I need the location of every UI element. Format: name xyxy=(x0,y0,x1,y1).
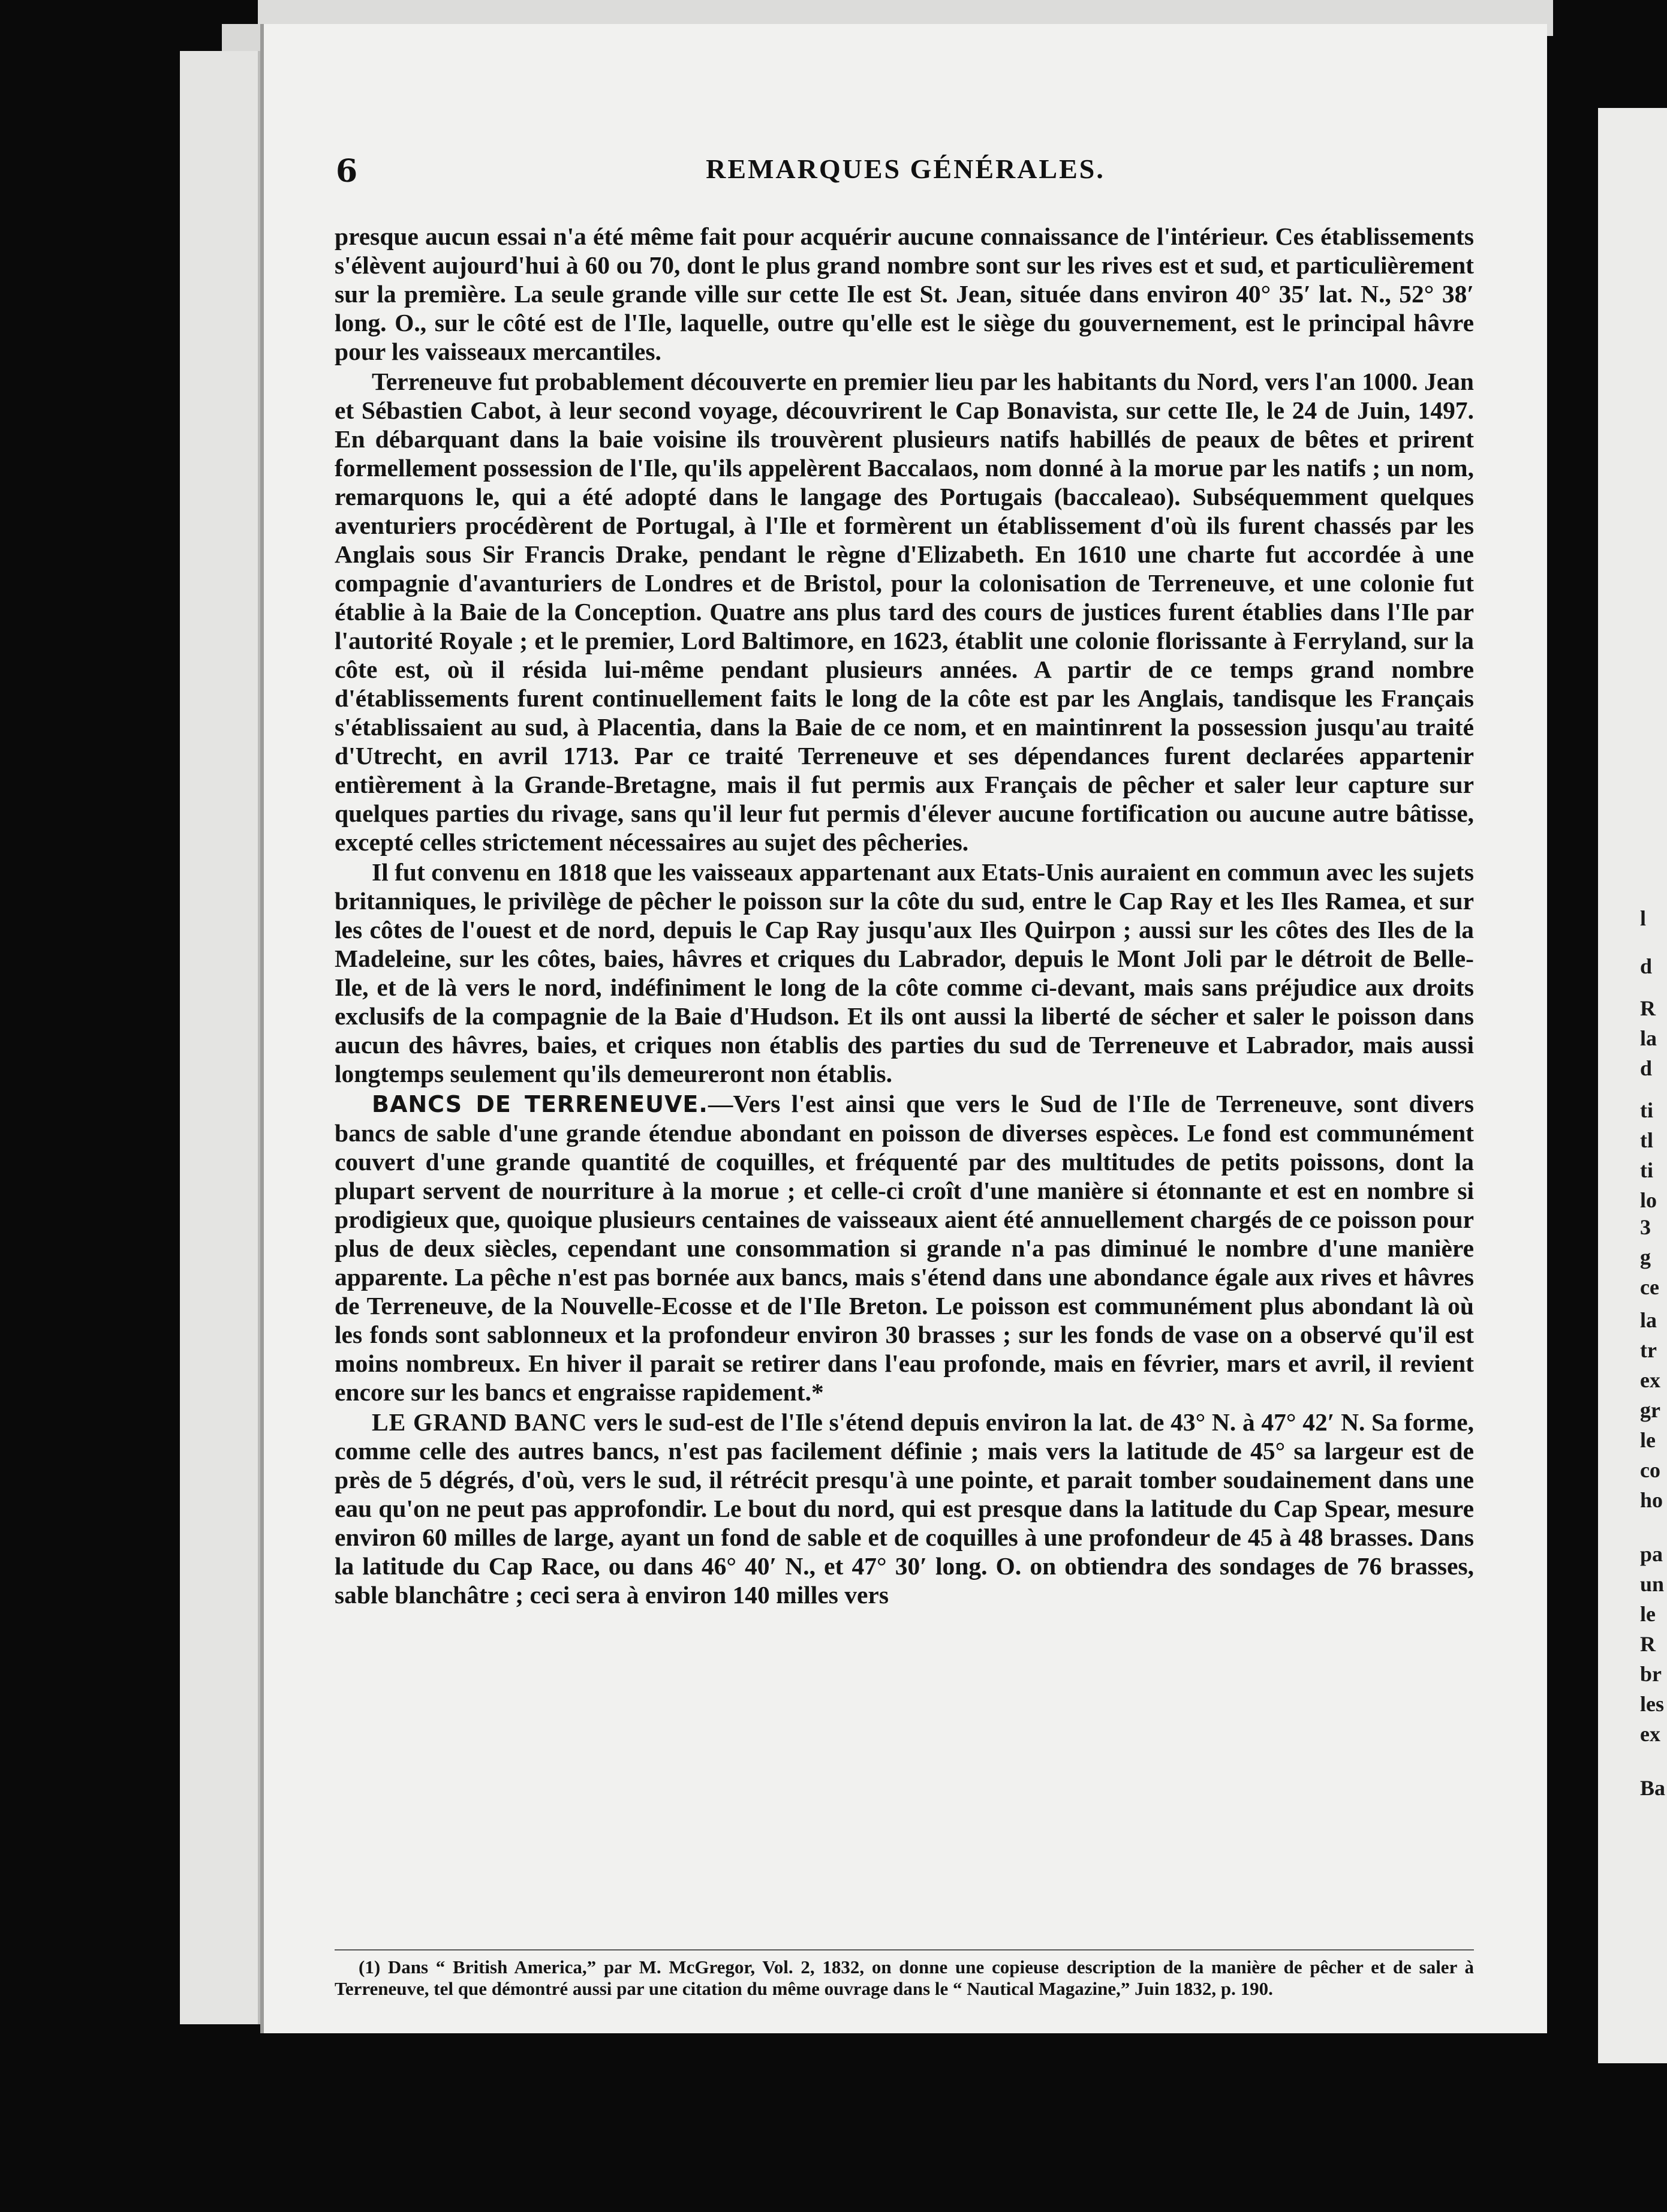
adjacent-fragment: ce xyxy=(1640,1275,1659,1299)
adjacent-page-sliver xyxy=(1598,108,1667,2063)
adjacent-fragment: br xyxy=(1640,1662,1662,1686)
page-body xyxy=(335,222,1474,1610)
paragraph-grand-banc xyxy=(335,1408,1474,1609)
section-heading-bancs: BANCS DE TERRENEUVE. xyxy=(372,1091,708,1117)
adjacent-fragment: le xyxy=(1640,1602,1656,1626)
adjacent-fragment: un xyxy=(1640,1572,1665,1596)
adjacent-fragment: ex xyxy=(1640,1368,1660,1392)
adjacent-fragment: R xyxy=(1640,1632,1656,1656)
adjacent-fragment: le xyxy=(1640,1428,1656,1452)
adjacent-fragment: Ba xyxy=(1640,1776,1666,1800)
adjacent-fragment: les xyxy=(1640,1692,1664,1716)
paragraph-2: Terreneuve fut probablement découverte en premier lieu par les habitants du Nord, vers l'an 1000. Jean et Sébastien Cabot, à leur second voyage, découvrirent le Cap Bonavista, sur cette Ile, le 24 de Juin, 1497. En débarquant dans la baie voisine ils trouvèrent plusieurs natifs habillés de peaux de bêtes et prirent formellement possession de l'Ile, qu'ils appelèrent Baccalaos, nom donné à la morue par les natifs ; un nom, remarquons le, qui a été adopté dans le langage des Portugais (baccaleao). Subséquemment quelques aventuriers procédèrent de Portugal, à l'Ile et formèrent un établissement d'où ils furent chassés par les Anglais sous Sir Francis Drake, pendant le règne d'Elizabeth. En 1610 une charte fut accordée à une compagnie d'avanturiers de Londres et de Bristol, pour la colonisation de Terreneuve, et une colonie fut établie à la Baie de la Conception. Quatre ans plus tard des cours de justices furent établies dans l'Ile par l'autorité Royale ; et le premier, Lord Baltimore, en 1623, établit une colonie florissante à Ferryland, sur la côte est, où il résida lui-même pendant plusieurs années. A partir de ce temps grand nombre d'établissements furent continuellement faits le long de la côte est par les Anglais, tandisque les Français s'établissaient au sud, à Placentia, dans la Baie de ce nom, et en maintinrent la possession jusqu'au traité d'Utrecht, en avril 1713. Par ce traité Terreneuve et ses dépendances furent declarées appartenir entièrement à la Grande-Bretagne, mais il fut permis aux Français de pêcher et saler leur capture sur quelques parties du rivage, sans qu'il leur fut permis d'élever aucune fortification ou aucune autre bâtisse, excepté celles strictement nécessaires au sujet des pêcheries. xyxy=(335,368,1474,856)
adjacent-fragment: gr xyxy=(1640,1398,1660,1422)
adjacent-fragment: ti xyxy=(1640,1098,1653,1122)
adjacent-fragment: ex xyxy=(1640,1722,1660,1746)
page-header xyxy=(336,153,1475,201)
paragraph-bancs-text: —Vers l'est ainsi que vers le Sud de l'Ile de Terreneuve, sont divers bancs de sable d'une grande étendue abondant en poisson de diverses espèces. Le fond est communément couvert d'une grande quantité de coquilles, et fréquenté par des multitudes de petits poissons, dont la plupart servent de nourriture à la morue ; et celle-ci croît d'une manière si étonnante et est en nombre si prodigieux que, quoique plusieurs centaines de vaisseaux aient été annuellement chargés de ce poisson pour plus de deux siècles, cependant une consommation si grande n'a pas diminué le nombre d'une manière apparente. La pêche n'est pas bornée aux bancs, mais s'étend dans une abondance égale aux rives et hâvres de Terreneuve, de la Nouvelle-Ecosse et de l'Ile Breton. Le poisson est communément plus abondant là où les fonds sont sablonneux et la profondeur environ 30 brasses ; sur les fonds de vase on a observé qu'il est moins nombreux. En hiver il parait se retirer dans l'eau profonde, mais en février, mars et avril, il revient encore sur les bancs et engraisse rapidement.* xyxy=(335,1090,1475,1406)
book-page xyxy=(264,24,1547,2033)
adjacent-fragment: g xyxy=(1640,1245,1651,1269)
page-edge-left xyxy=(180,51,260,2024)
adjacent-fragment: R xyxy=(1640,996,1656,1020)
footnote-1: (1) Dans “ British America,” par M. McGregor, Vol. 2, 1832, on donne une copieuse description de la manière de pêcher et de saler à Terreneuve, tel que démontré aussi par une citation du même ouvrage dans le “ Nautical Magazine,” Juin 1832, p. 190. xyxy=(335,1956,1474,1999)
paragraph-1: presque aucun essai n'a été même fait pour acquérir aucune connaissance de l'intérieur. Ces établissements s'élèvent aujourd'hui à 60 ou 70, dont le plus grand nombre sont sur les rives est et sud, et particulièrement sur la première. La seule grande ville sur cette Ile est St. Jean, située dans environ 40° 35′ lat. N., 52° 38′ long. O., sur le côté est de l'Ile, laquelle, outre qu'elle est le siège du gouvernement, est le principal hâvre pour les vaisseaux mercantiles. xyxy=(335,223,1474,365)
running-title: REMARQUES GÉNÉRALES. xyxy=(706,154,1105,184)
adjacent-fragment: 3 xyxy=(1640,1215,1651,1239)
adjacent-fragment: pa xyxy=(1640,1542,1663,1566)
adjacent-fragment: lo xyxy=(1640,1188,1657,1212)
adjacent-fragment: d xyxy=(1640,1056,1653,1080)
adjacent-fragment: la xyxy=(1640,1308,1657,1332)
paragraph-bancs xyxy=(335,1089,1474,1406)
section-heading-grand-banc: LE GRAND BANC xyxy=(372,1408,588,1436)
adjacent-fragment: la xyxy=(1640,1026,1657,1050)
adjacent-fragment: ti xyxy=(1640,1158,1653,1182)
adjacent-fragment: ho xyxy=(1640,1488,1663,1512)
adjacent-fragment: l xyxy=(1640,906,1647,930)
adjacent-fragment: d xyxy=(1640,954,1653,978)
adjacent-fragment: tl xyxy=(1640,1128,1653,1152)
paragraph-3: Il fut convenu en 1818 que les vaisseaux appartenant aux Etats-Unis auraient en commun avec les sujets britanniques, le privilège de pêcher le poisson sur la côte du sud, entre le Cap Ray et les Iles Ramea, et sur les côtes de l'ouest et de nord, depuis le Cap Ray jusqu'aux Iles Quirpon ; aussi sur les côtes des Iles de la Madeleine, sur les côtes, baies, hâvres et criques du Labrador, depuis le Mont Joli par le détroit de Belle-Ile, et de là vers le nord, indéfiniment le long de la côte comme ci-devant, mais sans préjudice aux droits exclusifs de la compagnie de la Baie d'Hudson. Et ils ont aussi la liberté de sécher et saler le poisson dans aucun des hâvres, baies, et criques non établis des parties du sud de Terreneuve et Labrador, mais aussi longtemps seulement qu'ils demeureront non établis. xyxy=(335,858,1474,1087)
adjacent-fragment: co xyxy=(1640,1458,1660,1482)
adjacent-fragment: tr xyxy=(1640,1338,1657,1362)
page-number: 6 xyxy=(336,153,358,190)
footnote-block xyxy=(335,1949,1474,2000)
paragraph-grand-banc-text: vers le sud-est de l'Ile s'étend depuis environ la lat. de 43° N. à 47° 42′ N. Sa forme, comme celle des autres bancs, n'est pas facilement définie ; mais vers la latitude de 45° sa largeur est de près de 5 dégrés, d'où, vers le sud, il rétrécit presqu'à une pointe, et parait tomber soudainement dans une eau qu'on ne peut pas approfondir. Le bout du nord, qui est presque dans la latitude du Cap Spear, mesure environ 60 milles de large, ayant un fond de sable et de coquilles à une profondeur de 45 à 48 brasses. Dans la latitude du Cap Race, ou dans 46° 40′ N., et 47° 30′ long. O. on obtiendra des sondages de 76 brasses, sable blanchâtre ; ceci sera à environ 140 milles vers xyxy=(335,1408,1474,1609)
